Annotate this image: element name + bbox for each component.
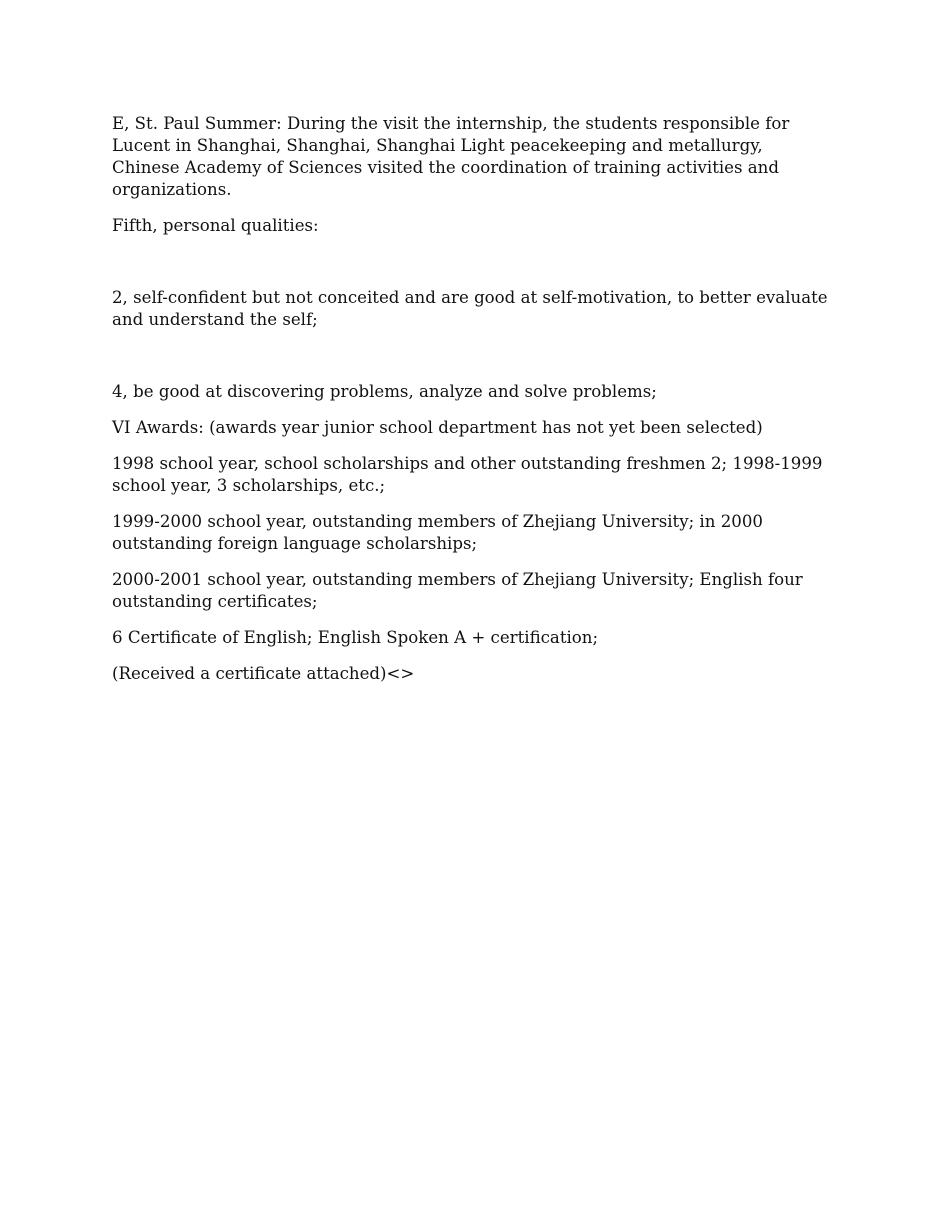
paragraph-award-2000: 2000-2001 school year, outstanding members of Zhejiang University; English four outstanding certificates; [112,570,803,611]
paragraph-award-1998: 1998 school year, school scholarships and other outstanding freshmen 2; 1998-1999 school year, 3 scholarships, etc.; [112,454,823,495]
paragraph-english-certificate: 6 Certificate of English; English Spoken A + certification; [112,628,599,647]
paragraph-personal-qualities-heading: Fifth, personal qualities: [112,216,319,235]
document-body [112,113,832,699]
paragraph-award-1999: 1999-2000 school year, outstanding members of Zhejiang University; in 2000 outstanding foreign language scholarships; [112,512,763,553]
paragraph-awards-heading: VI Awards: (awards year junior school department has not yet been selected) [112,418,763,437]
paragraph-internship: E, St. Paul Summer: During the visit the internship, the students responsible for Lucent in Shanghai, Shanghai, Shanghai Light peacekeeping and metallurgy, Chinese Academy of Sciences visited the coordination of training activities and organizations. [112,114,790,199]
paragraph-quality-4: 4, be good at discovering problems, analyze and solve problems; [112,382,657,401]
paragraph-certificate-attached: (Received a certificate attached)<> [112,664,415,683]
blank-paragraph [112,251,832,273]
blank-paragraph [112,345,832,367]
paragraph-quality-2: 2, self-confident but not conceited and are good at self-motivation, to better evaluate and understand the self; [112,288,828,329]
